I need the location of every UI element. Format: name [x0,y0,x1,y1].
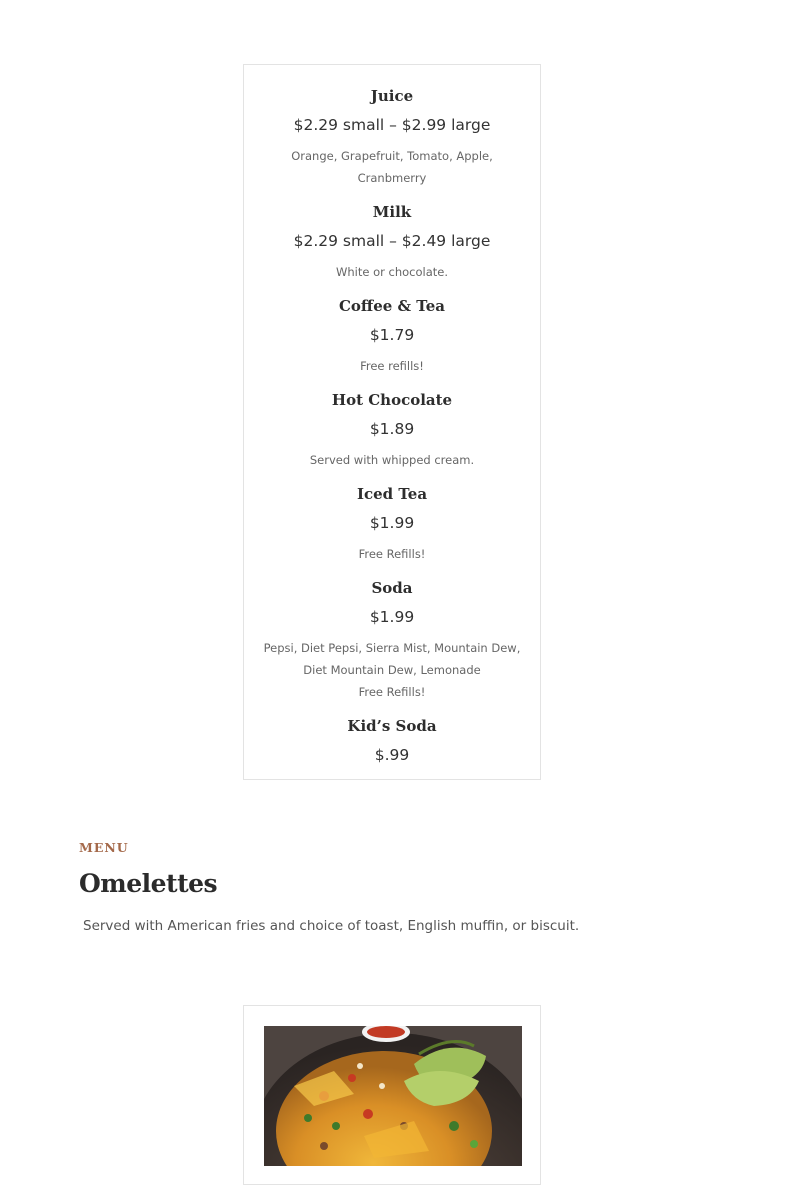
menu-item-coffee-tea [244,297,540,377]
item-name: Juice [370,87,414,105]
section-eyebrow: MENU [79,840,129,855]
item-price: $1.89 [369,420,415,438]
item-price: $1.99 [369,514,415,532]
omelette-food-image [264,1026,522,1166]
item-name: Coffee & Tea [338,297,446,315]
section-description: Served with American fries and choice of toast, English muffin, or biscuit. [83,918,580,934]
item-description: Served with whipped cream. [309,453,475,467]
item-name: Hot Chocolate [331,391,453,409]
item-description-refills: Free Refills! [358,685,426,699]
omelettes-section [79,840,719,934]
menu-items-list [244,65,540,765]
item-price: $2.29 small – $2.49 large [293,232,491,250]
menu-item-hot-chocolate [244,391,540,471]
omelette-photo-card [243,1005,541,1185]
menu-item-juice [244,87,540,189]
item-description: Free refills! [360,359,424,373]
item-name: Iced Tea [356,485,428,503]
item-description: Orange, Grapefruit, Tomato, Apple, Cranbmerry [291,149,493,185]
item-price: $1.79 [369,326,415,344]
item-description: Pepsi, Diet Pepsi, Sierra Mist, Mountain Dew, Diet Mountain Dew, Lemonade [263,641,521,677]
menu-item-iced-tea [244,485,540,565]
item-name: Soda [371,579,413,597]
item-name: Kid’s Soda [347,717,437,735]
item-price: $2.29 small – $2.99 large [293,116,491,134]
section-title: Omelettes [79,869,218,898]
beverages-menu-card [243,64,541,780]
item-price: $1.99 [369,608,415,626]
menu-item-soda [244,579,540,703]
item-description: White or chocolate. [335,265,448,279]
item-description: Free Refills! [358,547,426,561]
omelette-photo [264,1026,522,1166]
menu-item-milk [244,203,540,283]
item-price: $.99 [374,746,410,764]
item-name: Milk [372,203,412,221]
menu-item-kids-soda [244,717,540,765]
